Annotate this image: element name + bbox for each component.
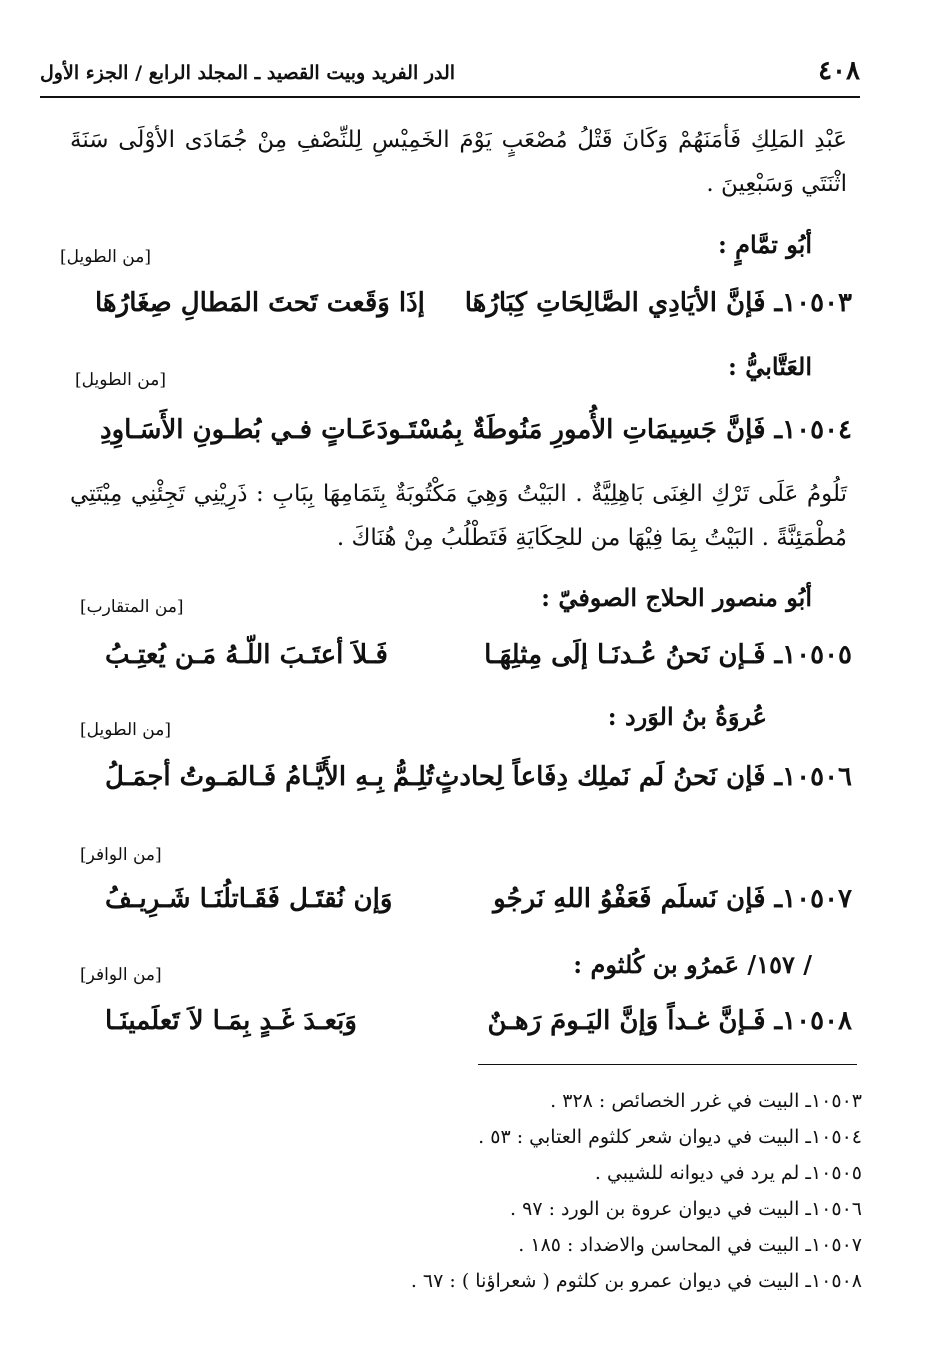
- footnote: ١٠٥٠٦ـ البيت في ديوان عروة بن الورد : ٩٧ .: [510, 1198, 862, 1220]
- meter-label: [من الوافر]: [80, 965, 162, 985]
- footnote: ١٠٥٠٤ـ البيت في ديوان شعر كلثوم العتابي : ٥٣ .: [478, 1126, 862, 1148]
- poet-name: عُروَةُ بنُ الوَرد :: [607, 702, 767, 731]
- meter-label: [من الطويل]: [60, 247, 151, 267]
- running-title: الدر الفريد وبيت القصيد ـ المجلد الرابع / الجزء الأول: [40, 62, 456, 84]
- verse-second-hemistich: فَـلاَ أعتَـبَ اللّـهُ مَـن يُعتِـبُ: [105, 640, 388, 670]
- verse-first-hemistich: ١٠٥٠٥ـ فَـإن نَحنُ عُـدنَـا إلَى مِثلِهَـا: [484, 640, 852, 670]
- verse-first-hemistich: ١٠٥٠٧ـ فَإن نَسلَم فَعَفْوُ اللهِ نَرجُو: [493, 884, 852, 914]
- poet-name: العَتَّابيُّ :: [727, 352, 812, 381]
- verse-second-hemistich: بِمُسْتَـودَعَـاتٍ فـي بُطـونِ الأَسَـاوِدِ: [100, 415, 463, 445]
- footnote: ١٠٥٠٥ـ لم يرد في ديوانه للشيبي .: [594, 1162, 862, 1184]
- page-header: [40, 52, 860, 98]
- verse-first-hemistich: ١٠٥٠٦ـ فَإن نَحنُ لَم نَملِك دِفَاعاً لِحادثٍ: [434, 762, 852, 792]
- footnote: ١٠٥٠٨ـ البيت في ديوان عمرو بن كلثوم ( شعراؤنا ) : ٦٧ .: [410, 1270, 862, 1292]
- footnote: ١٠٥٠٧ـ البيت في المحاسن والاضداد : ١٨٥ .: [518, 1234, 862, 1256]
- poet-name: / ١٥٧/ عَمرُو بن كُلثوم :: [573, 950, 812, 979]
- page-number: ٤٠٨: [818, 56, 860, 86]
- verse-second-hemistich: وَبَعـدَ غَـدٍ بِمَـا لاَ تَعلَمينَـا: [105, 1006, 357, 1036]
- meter-label: [من المتقارب]: [80, 597, 184, 617]
- verse-line: [95, 288, 852, 332]
- meter-label: [من الطويل]: [75, 370, 166, 390]
- poet-name: أبُو تمَّامٍ :: [717, 230, 812, 259]
- verse-first-hemistich: ١٠٥٠٣ـ فَإنَّ الأيَادِي الصَّالِحَاتِ كِبَارُهَا: [464, 288, 852, 318]
- verse-second-hemistich: إذَا وَقَعت تَحتَ المَطالِ صِغَارُهَا: [95, 288, 425, 318]
- footnote: ١٠٥٠٣ـ البيت في غرر الخصائص : ٣٢٨ .: [550, 1090, 862, 1112]
- verse-second-hemistich: تُلِـمُّ بِـهِ الأَيَّـامُ فَـالمَـوتُ أجمَـلُ: [105, 762, 434, 792]
- prose-paragraph: تَلُومُ عَلَى تَرْكِ الغِنَى بَاهِلِيَّةٌ . البَيْتُ وَهِيَ مَكْتُوبَةٌ بِتَمَامِهَا بِبَابِ : ذَرِيْنِي تَجِئْنِي مِيْتَتِي مُطْمَئِنَّةً . البَيْتُ بِمَا فِيْهَا من للحِكَايَةِ فَتَطْلُبُ مِنْ هُنَاكَ .: [70, 481, 847, 551]
- meter-label: [من الطويل]: [80, 720, 171, 740]
- verse-second-hemistich: وَإن نُقتَـل فَقَـاتلُنَـا شَـرِيـفُ: [105, 884, 393, 914]
- verse-line: [105, 1006, 852, 1050]
- verse-line: [105, 884, 852, 928]
- poet-name: أبُو منصور الحلاج الصوفيّ :: [541, 583, 812, 612]
- footnote-separator: [478, 1064, 857, 1065]
- prose-paragraph: عَبْدِ المَلِكِ فَأمَنَهُمْ وَكَانَ قَتْلُ مُصْعَبٍ يَوْمَ الخَمِيْسِ لِلنِّصْفِ مِنْ جُمَادَى الأوْلَى سَنَةَ اثْنَتَي وَسَبْعِينَ .: [70, 127, 847, 197]
- verse-line: [100, 415, 852, 459]
- verse-line: [105, 640, 852, 684]
- verse-first-hemistich: ١٠٥٠٤ـ فَإنَّ جَسِيمَاتِ الأُمورِ مَنُوطَةٌ: [472, 415, 852, 445]
- meter-label: [من الوافر]: [80, 845, 162, 865]
- verse-first-hemistich: ١٠٥٠٨ـ فَـإنَّ غـداً وَإنَّ اليَـومَ رَهـنٌ: [487, 1006, 852, 1036]
- verse-line: [105, 762, 852, 806]
